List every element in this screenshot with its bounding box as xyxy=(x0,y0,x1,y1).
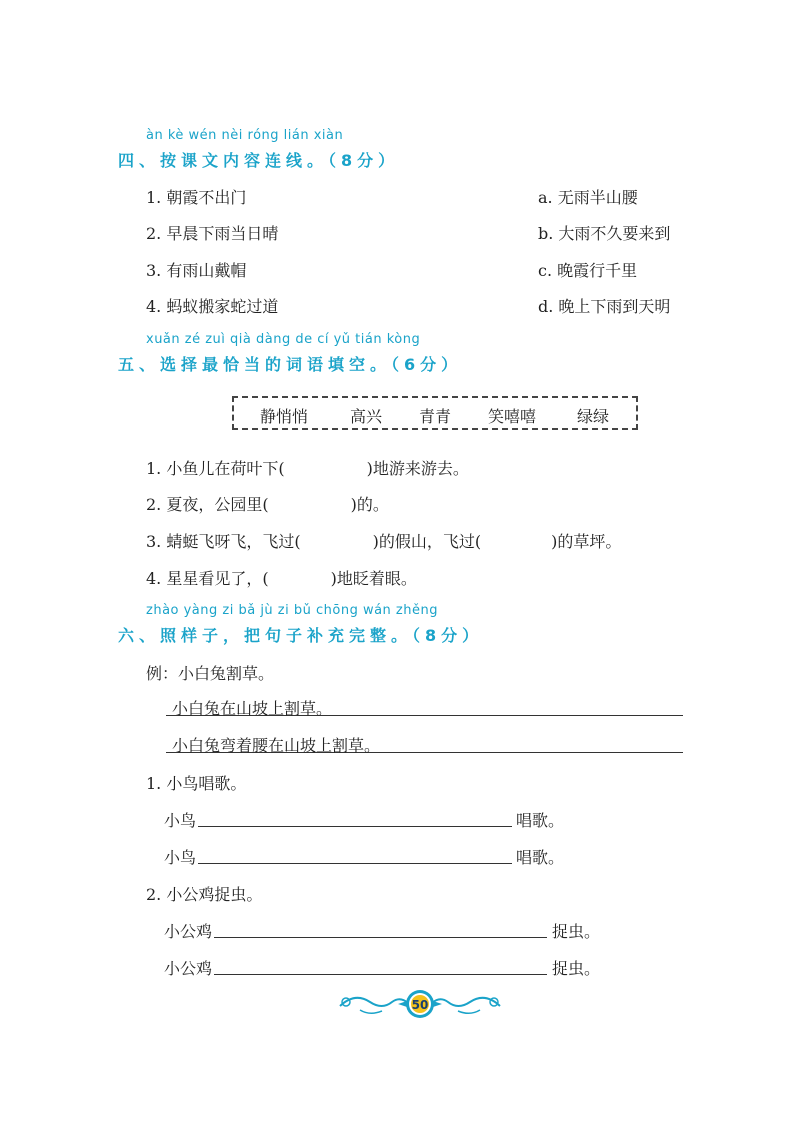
example-answer-2: 小白兔弯着腰在山坡上割草。 xyxy=(172,736,381,755)
fill-question-1-start: 1. 小鱼儿在荷叶下( xyxy=(146,459,285,478)
section6-pinyin: zhào yàng zi bǎ jù zi bǔ chōng wán zhěng xyxy=(146,603,438,618)
answer-line-q2b[interactable] xyxy=(214,974,547,975)
answer-line-q2a[interactable] xyxy=(214,937,547,938)
match-left-1[interactable]: 1. 朝霞不出门 xyxy=(146,188,247,207)
fill-question-3-end: )的草坪。 xyxy=(551,532,622,551)
expand-q2-subject-b: 小公鸡 xyxy=(164,959,213,978)
word-bank-item: 笑嘻嘻 xyxy=(488,407,537,426)
fill-question-4-start: 4. 星星看见了，( xyxy=(146,569,269,588)
section5-pinyin: xuǎn zé zuì qià dàng de cí yǔ tián kòng xyxy=(146,332,421,347)
section6-heading: 六、照样子，把句子补充完整。（8分） xyxy=(118,626,484,645)
match-left-4[interactable]: 4. 蚂蚁搬家蛇过道 xyxy=(146,297,279,316)
match-right-a[interactable]: a. 无雨半山腰 xyxy=(538,188,638,207)
fill-question-4-end: )地眨着眼。 xyxy=(330,569,417,588)
answer-line-q1b[interactable] xyxy=(198,863,512,864)
example-answer-1: 小白兔在山坡上割草。 xyxy=(172,699,333,718)
word-bank-item: 高兴 xyxy=(350,407,383,426)
fill-question-3-start: 3. 蜻蜓飞呀飞，飞过( xyxy=(146,532,301,551)
example-label: 例：小白兔割草。 xyxy=(146,664,275,683)
section4-heading: 四、按课文内容连线。（8分） xyxy=(118,151,400,170)
fill-question-1-end: )地游来游去。 xyxy=(366,459,469,478)
fill-question-1 xyxy=(146,456,469,479)
word-bank-item: 绿绿 xyxy=(577,407,610,426)
expand-q1-subject-a: 小鸟 xyxy=(164,811,197,830)
expand-question-1: 1. 小鸟唱歌。 xyxy=(146,774,247,793)
expand-question-2: 2. 小公鸡捉虫。 xyxy=(146,885,263,904)
expand-q2-end-a: 捉虫。 xyxy=(552,922,601,941)
match-right-b[interactable]: b. 大雨不久要来到 xyxy=(538,224,671,243)
expand-q2-subject-a: 小公鸡 xyxy=(164,922,213,941)
expand-q1-end-a: 唱歌。 xyxy=(516,811,565,830)
fill-question-2 xyxy=(146,492,389,515)
fill-question-4 xyxy=(146,566,417,589)
page-ornament-icon xyxy=(330,984,510,1022)
match-left-2[interactable]: 2. 早晨下雨当日晴 xyxy=(146,224,279,243)
expand-q1-subject-b: 小鸟 xyxy=(164,848,197,867)
expand-q2-end-b: 捉虫。 xyxy=(552,959,601,978)
page-number: 50 xyxy=(411,998,429,1012)
fill-question-3-mid: )的假山，飞过( xyxy=(372,532,482,551)
word-bank-item: 静悄悄 xyxy=(260,407,309,426)
section4-pinyin: àn kè wén nèi róng lián xiàn xyxy=(146,128,344,143)
fill-question-3 xyxy=(146,529,621,552)
match-right-d[interactable]: d. 晚上下雨到天明 xyxy=(538,297,671,316)
answer-line-q1a[interactable] xyxy=(198,826,512,827)
fill-question-2-start: 2. 夏夜，公园里( xyxy=(146,495,269,514)
match-left-3[interactable]: 3. 有雨山戴帽 xyxy=(146,261,247,280)
match-right-c[interactable]: c. 晚霞行千里 xyxy=(538,261,638,280)
fill-question-2-end: )的。 xyxy=(350,495,389,514)
expand-q1-end-b: 唱歌。 xyxy=(516,848,565,867)
section5-heading: 五、选择最恰当的词语填空。（6分） xyxy=(118,355,463,374)
word-bank-item: 青青 xyxy=(419,407,452,426)
